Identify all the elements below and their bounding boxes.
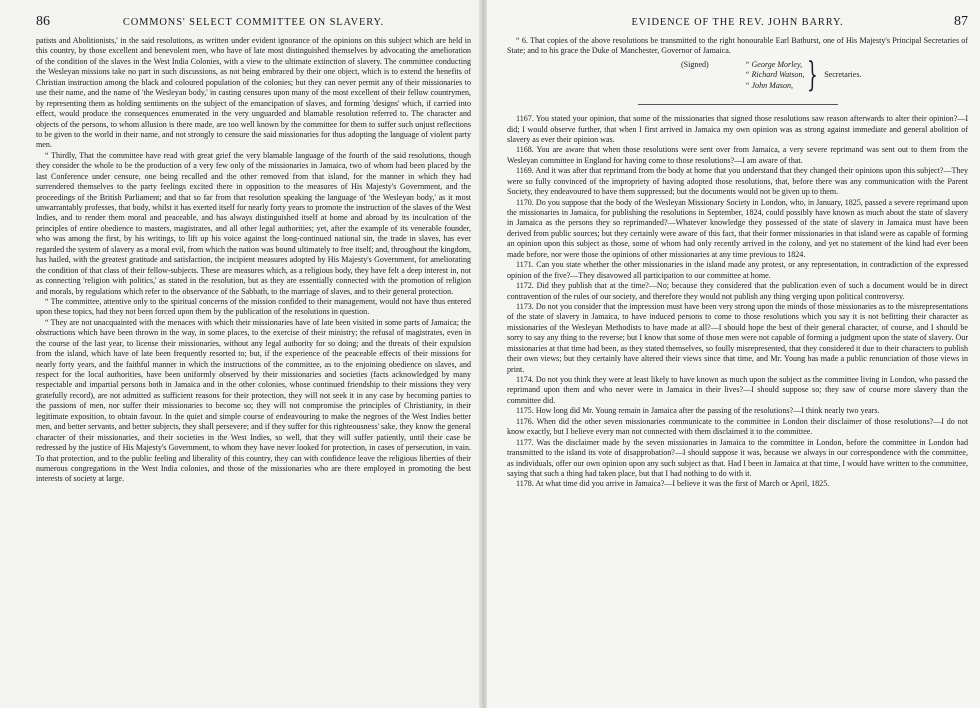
- signatory: “ John Mason,: [745, 80, 794, 90]
- question-answer: 1170. Do you suppose that the body of the Wesleyan Missionary Society in London, who, in January, 1825, passed a severe reprimand upon the missionaries in Jamaica, for publishing the resolutions in September, 1824, could possibly have known as much about the state of slavery in Jamaica as the persons they so reprimanded?—Whatever knowledge they possessed of the state of slavery in Jamaica must have been derived from public sources; but they certainly were aware of this fact, that their former missionaries in that island were as capable of forming an opinion upon this subject as those, some of whom had only recently arrived in the colony, and yet no statement of the kind had ever been made before, nor were those the opinions of other missionaries at any time previous to 1824.: [507, 197, 968, 259]
- question-answer: 1169. And it was after that reprimand from the body at home that you understand that they changed their opinions upon this subject?—They were so fully convinced of the impropriety of having adopted those resolutions, that, before there was any communication with the Parent Society, they endeavoured to have them suppressed; but the documents would not be given up to them.: [507, 166, 968, 197]
- brace-symbol: }: [806, 54, 818, 95]
- question-answer: 1168. You are aware that when those resolutions were sent over from Jamaica, a very severe reprimand was sent out to them from the Wesleyan committee in England for having come to those resolutions?—I am aware of that.: [507, 145, 968, 165]
- right-page-number: 87: [953, 14, 968, 29]
- question-answer: 1171. Can you state whether the other missionaries in the island made any protest, or any representation, in contradiction of the expressed opinion of the five?—They disavowed all participation to our committee at home.: [507, 260, 968, 280]
- signatory: “ George Morley,: [745, 59, 803, 69]
- right-running-title: EVIDENCE OF THE REV. JOHN BARRY.: [631, 17, 844, 28]
- signature-block: [507, 54, 968, 95]
- question-answer: 1174. Do not you think they were at least likely to have known as much upon the subject as the committee living in London, who passed the reprimand upon them and who never were in Jamaica in their lives?—I should suppose so; they saw of course more slavery than the committee did.: [507, 375, 968, 405]
- right-page: [487, 0, 980, 708]
- signatory-role: Secretaries.: [824, 69, 862, 79]
- left-paragraph: patists and Abolitionists,' in the said resolutions, as written under evident ignorance of the opinions on this subject which are held in this country, by those excellent and benevolent men, who have of late most distinguished themselves by advocating the amelioration of the condition of the slaves in the West India Colonies, with a view to the ultimate extinction of slavery. The committee conducting the Wesleyan missions take no part in such discussions, as not being embraced by their one object, which is to extend the benefits of Christian instruction among the black and coloured population of the colonies; but they can never permit any of their missionaries to use their name, and the name of 'the Wesleyan body,' in casting censures upon many of the most excellent of their fellow countrymen, by representing them as holding sentiments on the subject of the emancipation of slaves, and forming 'designs' which, if carried into effect, would produce the consequences enumerated in the very unguarded and blamable resolution referred to. The character and objects of the persons, to whom allusion is there made, are too well known by the committee for them to suffer such unjust reflections to be given to the world in their name, and not strongly to censure the said missionaries for thus adopting the language of violent party men.: [36, 36, 471, 150]
- resolution-six: “ 6. That copies of the above resolutions be transmitted to the right honourable Earl Bathurst, one of His Majesty's Principal Secretaries of State; and to his grace the Duke of Manchester, Governor of Jamaica.: [507, 36, 968, 56]
- question-answer: 1177. Was the disclaimer made by the seven missionaries in Jamaica to the committee in London, before the committee in London had transmitted to the island its vote of disapprobation?—I should suppose it was, because we always in our correspondence with the committee, as individuals, offer our own opinion upon any such subject as that. Had I been in Jamaica at that time, I would have written to the committee, saying that such a thing had taken place, but that I had nothing to do with it.: [507, 437, 968, 478]
- left-paragraph: “ They are not unacquainted with the menaces with which their missionaries have of late been visited in some parts of Jamaica; the obstructions which have been thrown in the way, in some places, to the exercise of their ministry; the refusal of magistrates, even in the course of the last year, to license their missionaries, without any legal authority for so doing; and the threats of their expulsion from the island, which have of late been frequently resorted to; but, if the experience of the peaceable effects of their missions for nearly forty years, and the faithful manner in which the instructions of the committee, as to the enjoining obedience on slaves, and respect for the local authorities, have been uniformly observed by their missionaries and societies (facts acknowledged by many respectable and impartial persons both in Jamaica and in the other colonies, whose continued friendship to their missions they very gratefully record), are not admitted as sufficient reasons for their protection, they will not seek it in any case by becoming parties to the passions of men, nor suffer their missionaries to become so; they will not compromise the principles of Christianity, in their legitimate exposition, to obtain favour. In the quiet and simple course of endeavouring to make the negroes of the West Indies better men, and better servants, and better subjects, they shall persevere; and if they suffer for this righteousness' sake, they know the general character of their missionaries, and their societies in the West Indies, so well, that they will suffer patiently, until their case be redressed by the justice of His Majesty's Government, to whom they have never looked for protection, in cases of persecution, in vain. To that protection, and to the public feeling and liberality of this country, they can with confidence leave the religious liberties of their numerous congregations in the West India colonies, and those of the missionaries who are there employed in promoting the best interests of society at large.: [36, 317, 471, 484]
- signed-label: (Signed): [681, 59, 709, 69]
- question-list: [507, 114, 968, 490]
- section-rule: [638, 104, 838, 105]
- left-running-head: [36, 14, 471, 30]
- question-answer: 1172. Did they publish that at the time?—No; because they considered that the publication even of such a document would be in direct contravention of the rules of our society, and therefore they would not publish any thing verging upon political controversy.: [507, 281, 968, 301]
- left-paragraph: “ The committee, attentive only to the spiritual concerns of the mission confided to their management, would not have thus entered upon these topics, had they not been forced upon them by the publication of the resolutions in question.: [36, 296, 471, 317]
- right-running-head: [507, 14, 968, 30]
- question-answer: 1167. You stated your opinion, that some of the missionaries that signed those resolutions saw reason afterwards to alter their opinion?—I did; I would observe further, that when I first arrived in Jamaica my own opinion was as strong against immediate and general abolition of slavery as ever their opinion was.: [507, 114, 968, 144]
- question-answer: 1175. How long did Mr. Young remain in Jamaica after the passing of the resolutions?—I think nearly two years.: [516, 406, 880, 416]
- question-answer: 1173. Do not you consider that the impression must have been very strong upon the minds of those missionaries as to the misrepresentations of the state of slavery in Jamaica, to have induced persons to come to those resolutions which you say it is not befitting their character as missionaries of the Wesleyan Methodists to have made at all?—I should hope the best of their general character, of course, and I should be sorry to say any thing to the reverse; but I know that some of those men were not capable of forming a judgment upon the state of slavery. Our missionaries at that time had been, as they stated themselves, so foully misrepresented, that they considered it due to their characters to publish their own views; but they certainly have altered their views since that time, and Mr. Young has made a public renunciation of those views in print.: [507, 301, 968, 374]
- left-paragraph: “ Thirdly, That the committee have read with great grief the very blamable language of the fourth of the said resolutions, though they consider the whole to be the production of a very few only of the missionaries in Jamaica, two of whom had been placed by the last Conference under censure, one being recalled and the other removed from that island, for the manner in which they had surrendered themselves to the party feelings excited there in opposition to the measures of His Majesty's Government, and the proceedings of the British Parliament; and that so far from that resolution speaking the language of 'the Wesleyan body,' as it most unwarrantably professes, that body, whilst it has exerted itself for nearly forty years to promote the instruction of the slaves of the West Indies, and to render them moral and peaceable, and has always distinguished itself at home and abroad by its inculcation of the principles of entire obedience to masters, magistrates, and all other legal authorities; yet, after the example of its venerable founder, who was among the first, by his writings, to lift up his voice against the long-continued national sin, the trade in slaves, has ever regarded the system of slavery as a moral evil, from which the nation was bound ultimately to free itself; and, throughout the kingdom, has hailed, with the greatest gratitude and satisfaction, the incipient measures adopted by His Majesty's Government, for ameliorating the condition of that class of their fellow-subjects. These are measures which, as a religious body, they have felt a deep interest in, not as connecting 'religion with politics,' as stated in the resolution, but as they are essentially connected with the promotion of religion and morals, by regulations which refer to the observance of the Sabbath, to the marriage of slaves, and to their general protection.: [36, 150, 471, 296]
- question-answer: 1176. When did the other seven missionaries communicate to the committee in London their disclaimer of those resolutions?—I do not know exactly, but I believe every man not connected with them disclaimed it to the committee.: [507, 416, 968, 437]
- left-page-number: 86: [36, 14, 50, 29]
- signatory: “ Richard Watson,: [745, 70, 805, 80]
- question-answer: 1178. At what time did you arrive in Jamaica?—I believe it was the first of March or April, 1825.: [516, 479, 830, 489]
- signatory-list: [745, 60, 805, 91]
- left-page: [0, 0, 481, 708]
- left-running-title: COMMONS' SELECT COMMITTEE ON SLAVERY.: [122, 17, 385, 28]
